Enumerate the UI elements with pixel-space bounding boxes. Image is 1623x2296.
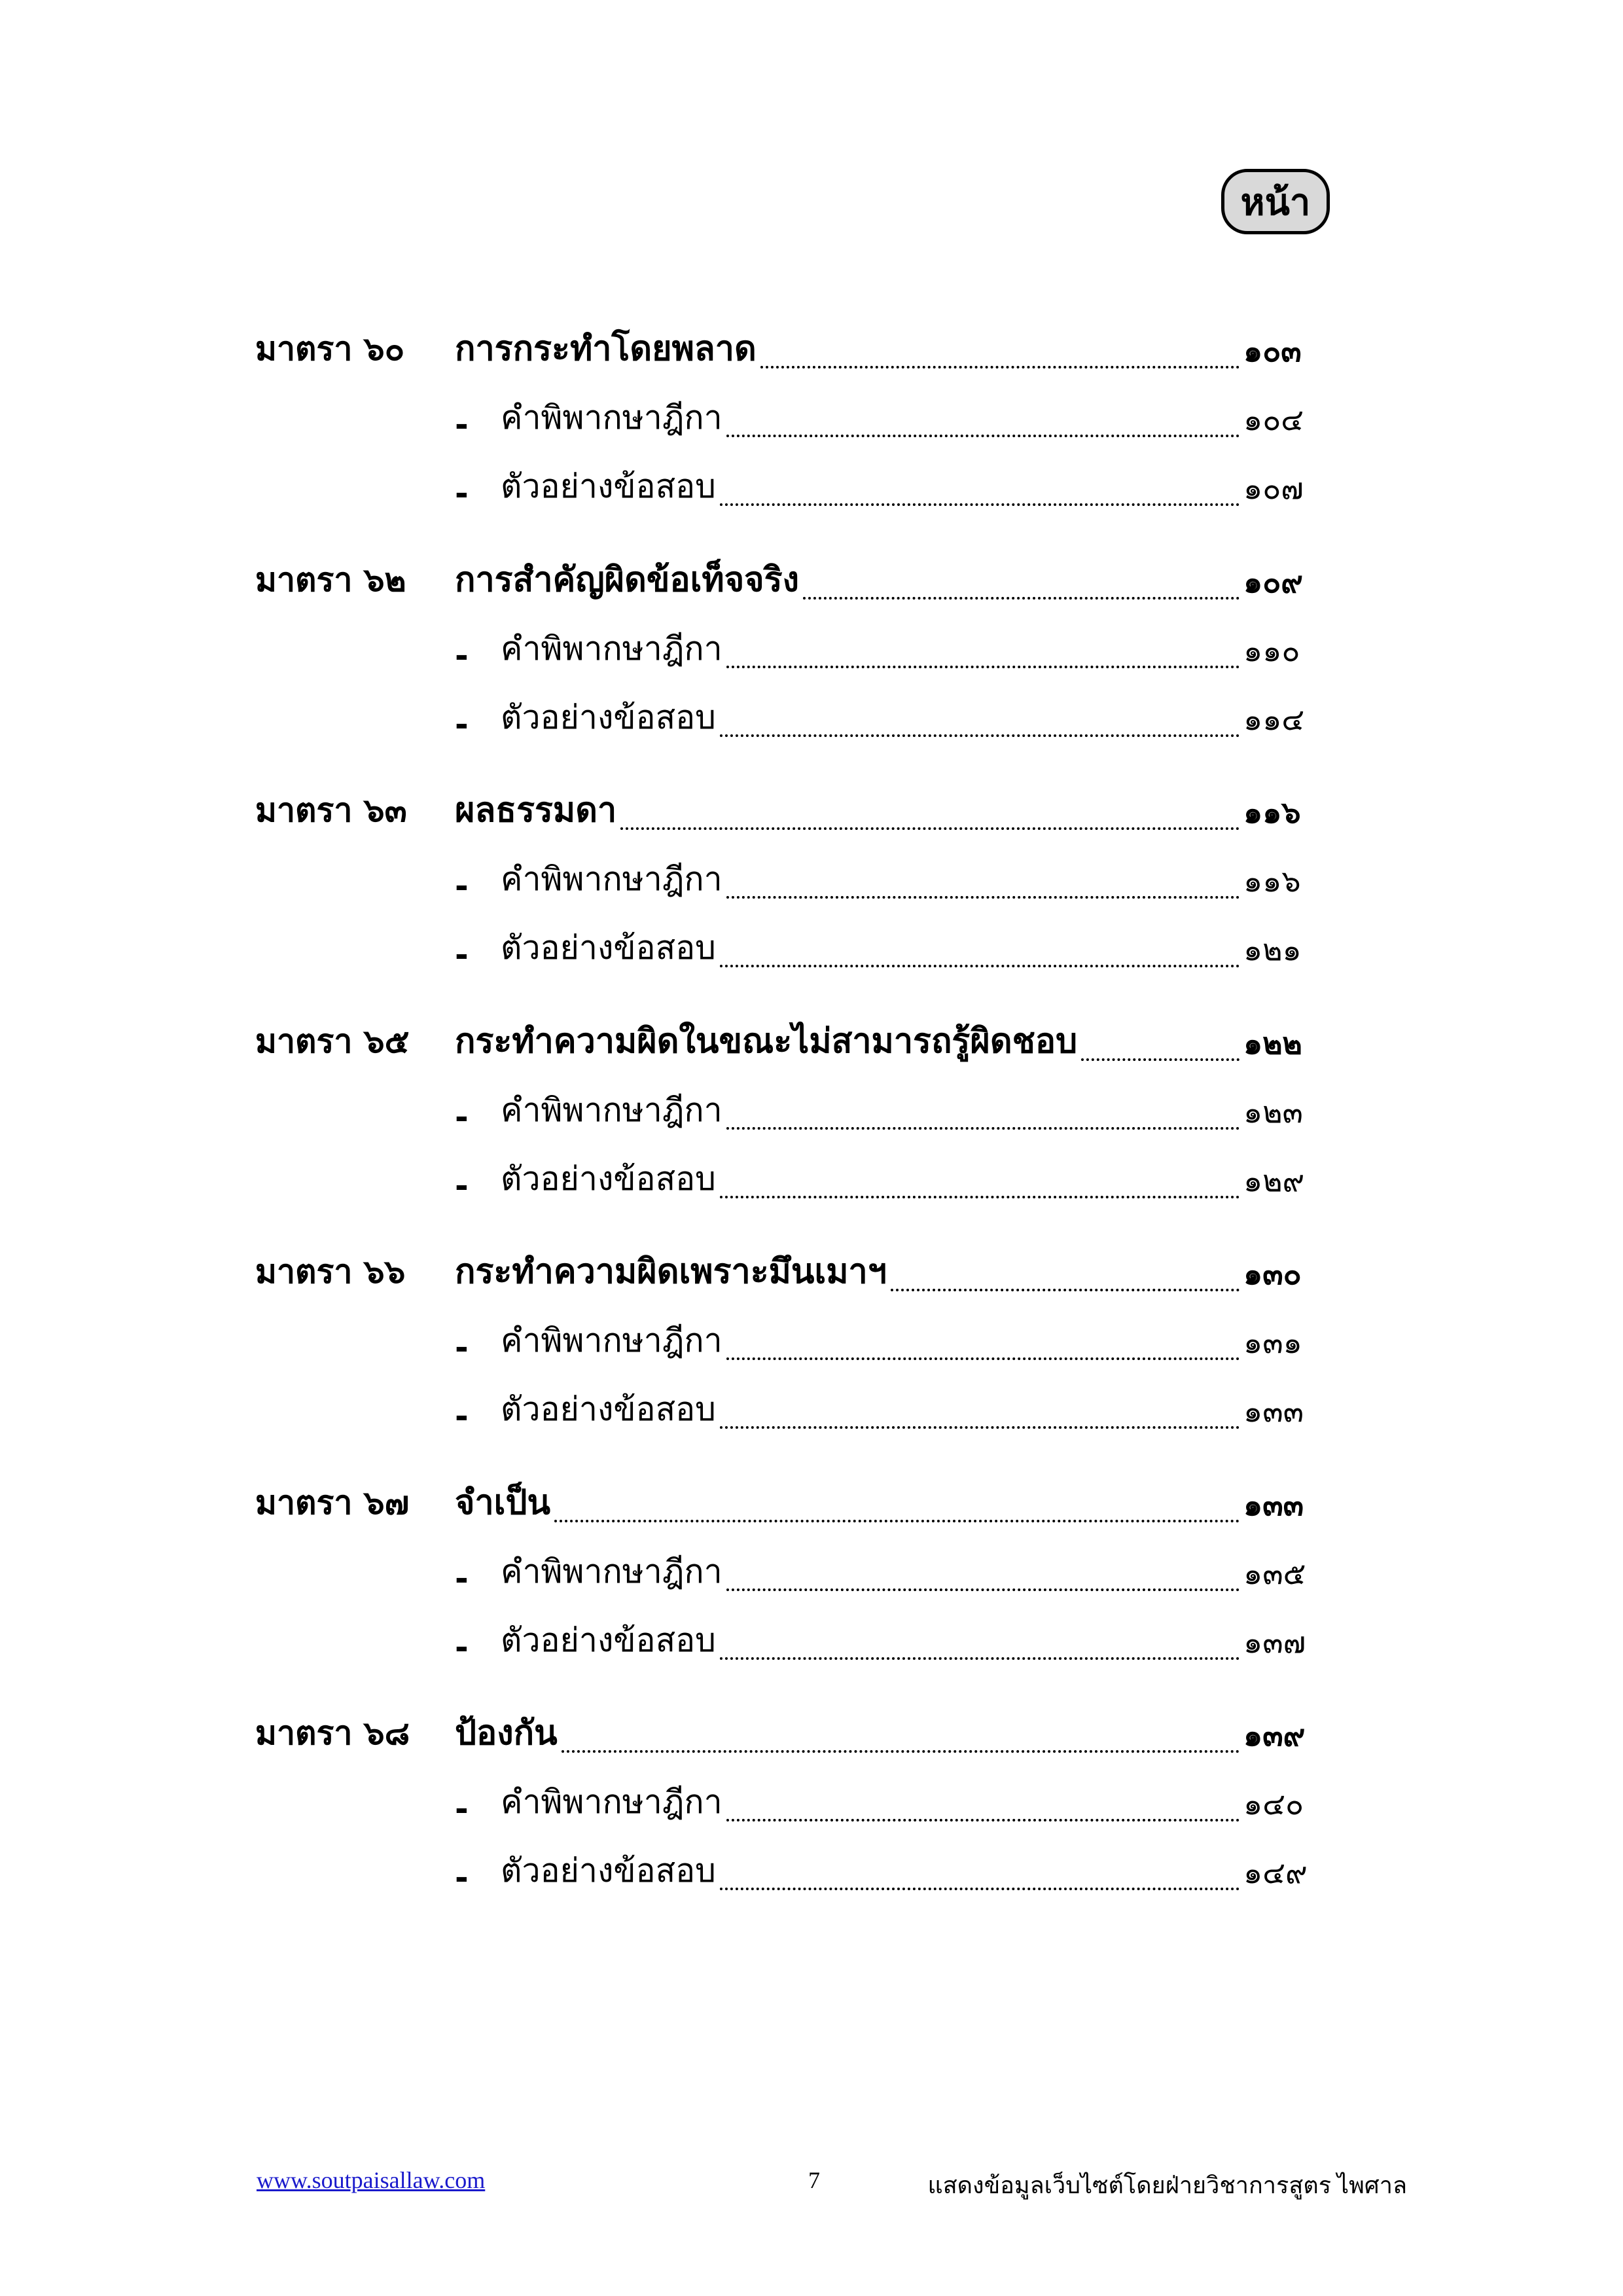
bullet: - — [455, 1397, 469, 1435]
page-number: ๑๑๔ — [1243, 702, 1305, 737]
page-number: ๑๐๙ — [1243, 564, 1303, 600]
dot-leader — [720, 965, 1240, 967]
dot-leader — [726, 435, 1240, 437]
toc-row — [0, 1316, 1623, 1374]
section-number: มาตรา ๖๖ — [255, 1253, 406, 1291]
dot-leader — [720, 734, 1240, 737]
bullet: - — [455, 867, 469, 905]
toc-row — [0, 1247, 1623, 1306]
page-number: ๑๔๙ — [1243, 1855, 1308, 1890]
section-number: มาตรา ๖๓ — [255, 791, 407, 829]
bullet: - — [455, 1859, 469, 1897]
entry-title: คำพิพากษาฎีกา — [501, 1091, 722, 1129]
page-number: ๑๐๓ — [1243, 333, 1302, 368]
toc-row — [0, 1478, 1623, 1537]
page-number: ๑๒๒ — [1243, 1026, 1302, 1061]
page-number: ๑๓๓ — [1243, 1393, 1304, 1429]
page-footer — [0, 2166, 1623, 2206]
dot-leader — [562, 1750, 1240, 1753]
toc-row — [0, 1384, 1623, 1443]
page-number: ๑๒๑ — [1243, 932, 1302, 967]
entry-title: จำเป็น — [455, 1483, 550, 1522]
dot-leader — [803, 597, 1240, 600]
dot-leader — [726, 1127, 1240, 1130]
section-number: มาตรา ๖๐ — [255, 330, 405, 368]
entry-title: กระทำความผิดเพราะมึนเมาฯ — [455, 1252, 887, 1291]
section-number: มาตรา ๖๕ — [255, 1022, 410, 1060]
entry-title: คำพิพากษาฎีกา — [501, 1783, 722, 1821]
page-column-label: หน้า — [1221, 169, 1330, 234]
toc-row — [0, 692, 1623, 751]
entry-title: ตัวอย่างข้อสอบ — [501, 467, 716, 505]
page-number: ๑๐๔ — [1243, 402, 1304, 437]
section-number: มาตรา ๖๘ — [255, 1714, 410, 1752]
dot-leader — [720, 1426, 1240, 1429]
entry-title: คำพิพากษาฎีกา — [501, 399, 722, 437]
dot-leader — [720, 1657, 1240, 1660]
page-number: ๑๑๖ — [1243, 795, 1301, 830]
page-number: ๑๓๗ — [1243, 1624, 1306, 1660]
dot-leader — [726, 1357, 1240, 1360]
dot-leader — [726, 666, 1240, 668]
toc-row — [0, 1154, 1623, 1213]
toc-row — [0, 785, 1623, 844]
entry-title: ตัวอย่างข้อสอบ — [501, 1621, 716, 1659]
bullet: - — [455, 1560, 469, 1598]
toc-row — [0, 1016, 1623, 1075]
entry-title: ป้องกัน — [455, 1713, 558, 1753]
page-number: ๑๑๐ — [1243, 633, 1300, 668]
page-number: ๑๓๕ — [1243, 1556, 1306, 1591]
dot-leader — [720, 1888, 1240, 1890]
toc-row — [0, 555, 1623, 614]
bullet: - — [455, 637, 469, 675]
entry-title: ตัวอย่างข้อสอบ — [501, 929, 716, 967]
page-number: ๑๒๙ — [1243, 1163, 1305, 1198]
toc-row — [0, 1547, 1623, 1605]
page-number: ๑๔๐ — [1243, 1786, 1304, 1821]
toc-row — [0, 1846, 1623, 1905]
website-link[interactable]: www.soutpaisallaw.com — [257, 2167, 486, 2193]
page-number: ๑๓๐ — [1243, 1256, 1302, 1291]
entry-title: ผลธรรมดา — [455, 791, 617, 830]
entry-title: การกระทำโดยพลาด — [455, 329, 757, 368]
toc-row — [0, 1777, 1623, 1836]
page-number: ๑๑๖ — [1243, 863, 1301, 899]
toc-row — [0, 1708, 1623, 1767]
dot-leader — [1081, 1058, 1240, 1061]
dot-leader — [726, 1588, 1240, 1591]
bullet: - — [455, 706, 469, 744]
toc-row — [0, 461, 1623, 520]
toc-row — [0, 393, 1623, 452]
toc-row — [0, 1085, 1623, 1144]
bullet: - — [455, 1167, 469, 1205]
dot-leader — [620, 827, 1240, 830]
bullet: - — [455, 1098, 469, 1136]
dot-leader — [554, 1520, 1240, 1522]
bullet: - — [455, 1790, 469, 1828]
page-number: ๑๐๗ — [1243, 471, 1304, 506]
page-number: ๑๓๙ — [1243, 1717, 1306, 1753]
entry-title: กระทำความผิดในขณะไม่สามารถรู้ผิดชอบ — [455, 1022, 1078, 1061]
bullet: - — [455, 1329, 469, 1367]
bullet: - — [455, 1628, 469, 1666]
toc-row — [0, 923, 1623, 982]
entry-title: ตัวอย่างข้อสอบ — [501, 1160, 716, 1198]
toc-row — [0, 1615, 1623, 1674]
entry-title: ตัวอย่างข้อสอบ — [501, 698, 716, 736]
bullet: - — [455, 475, 469, 512]
entry-title: คำพิพากษาฎีกา — [501, 1552, 722, 1590]
entry-title: คำพิพากษาฎีกา — [501, 860, 722, 898]
toc-row — [0, 624, 1623, 683]
section-number: มาตรา ๖๗ — [255, 1484, 410, 1522]
bullet: - — [455, 936, 469, 974]
dot-leader — [720, 503, 1240, 506]
toc-row — [0, 324, 1623, 383]
toc-row — [0, 854, 1623, 913]
section-number: มาตรา ๖๒ — [255, 561, 406, 599]
dot-leader — [891, 1289, 1240, 1291]
footer-page-number: 7 — [808, 2167, 820, 2193]
entry-title: ตัวอย่างข้อสอบ — [501, 1852, 716, 1890]
dot-leader — [726, 1819, 1240, 1821]
bullet: - — [455, 406, 469, 444]
entry-title: ตัวอย่างข้อสอบ — [501, 1390, 716, 1428]
entry-title: คำพิพากษาฎีกา — [501, 630, 722, 668]
page-number: ๑๓๑ — [1243, 1325, 1302, 1360]
page-number: ๑๒๓ — [1243, 1094, 1303, 1130]
dot-leader — [760, 366, 1240, 368]
footer-credit: แสดงข้อมูลเว็บไซต์โดยฝ่ายวิชาการสูตร ไพศาล — [927, 2172, 1407, 2198]
dot-leader — [726, 896, 1240, 899]
page-number: ๑๓๓ — [1243, 1487, 1304, 1522]
entry-title: คำพิพากษาฎีกา — [501, 1321, 722, 1359]
entry-title: การสำคัญผิดข้อเท็จจริง — [455, 560, 799, 600]
dot-leader — [720, 1196, 1240, 1198]
